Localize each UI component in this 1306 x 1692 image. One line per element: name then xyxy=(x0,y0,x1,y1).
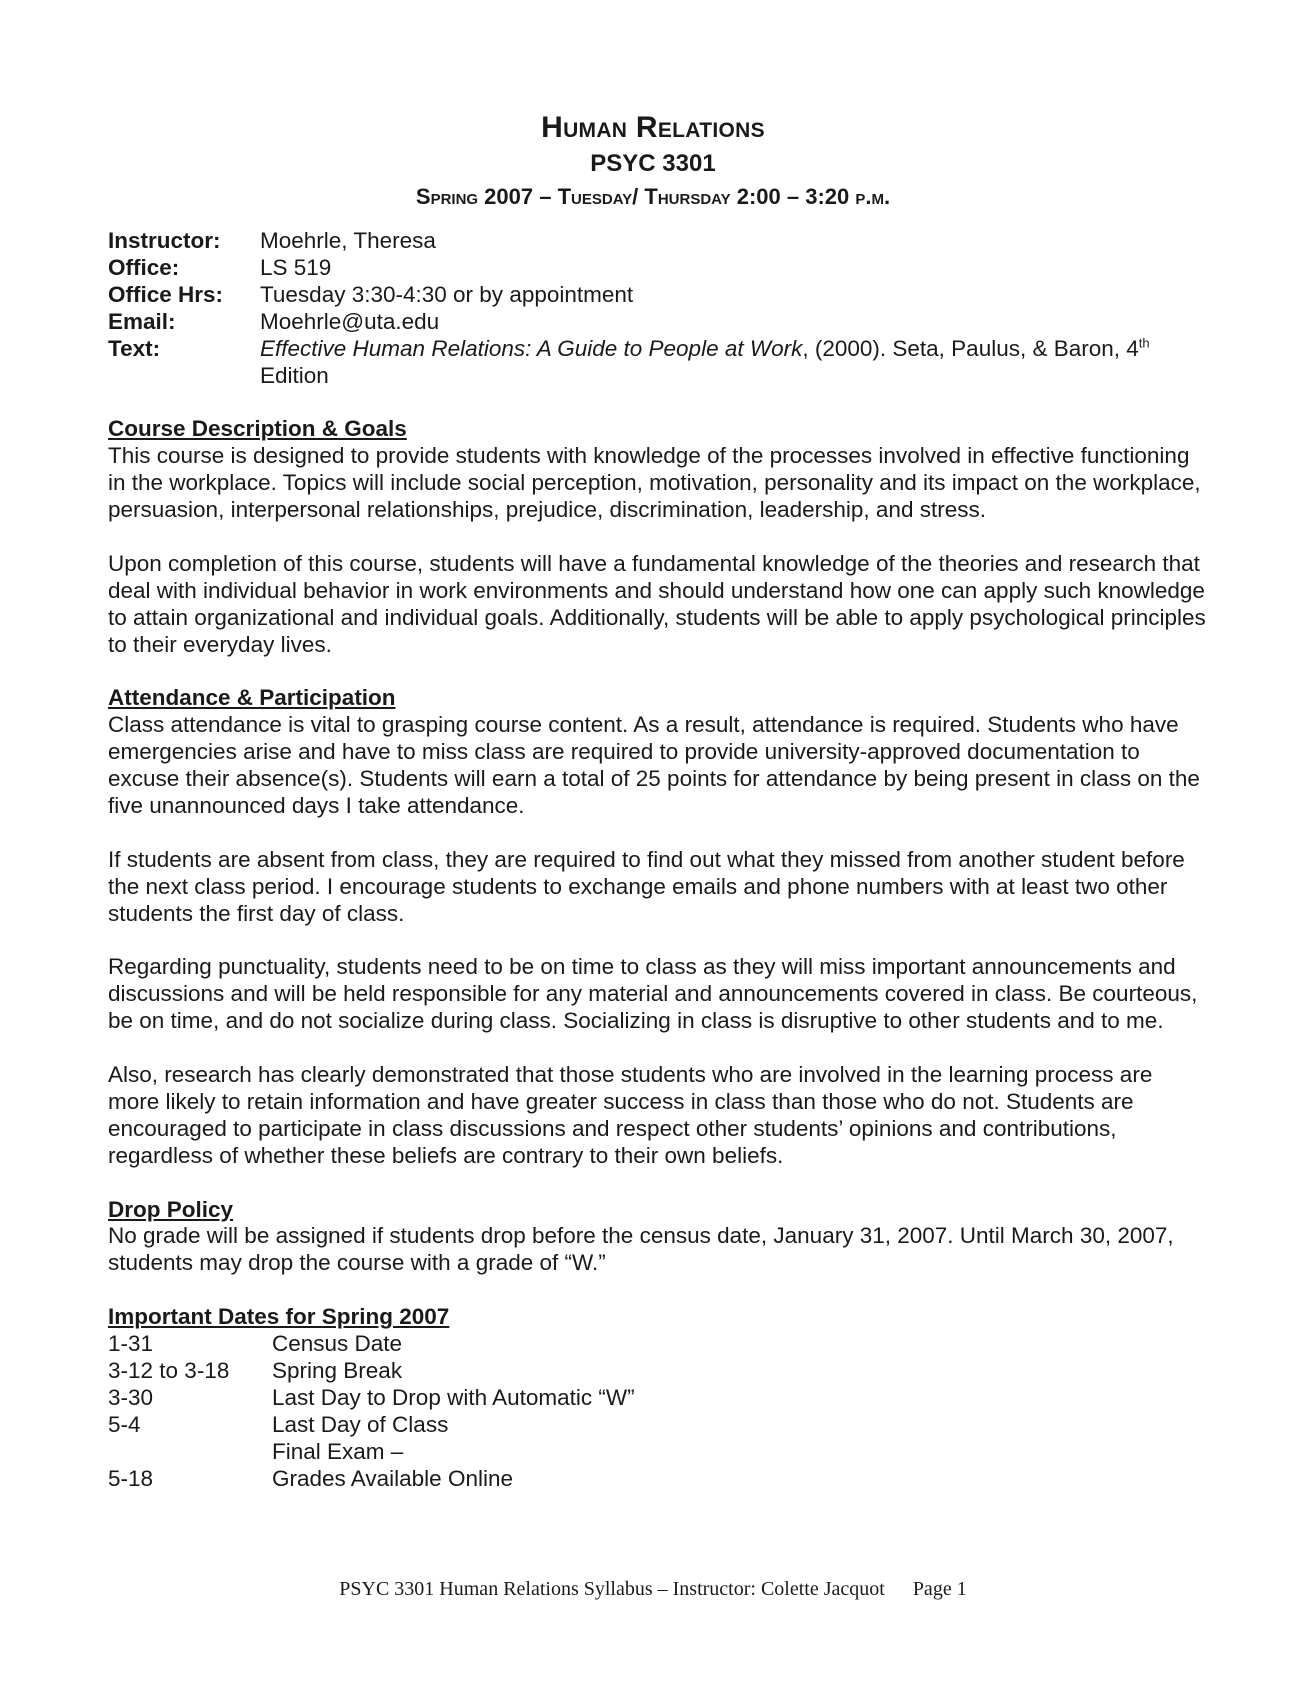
textbook-title: Effective Human Relations: A Guide to People at Work xyxy=(260,335,803,361)
instructor-label: Instructor: xyxy=(108,228,221,253)
course-description-paragraph: This course is designed to provide students with knowledge of the processes involved in effective functioning in the workplace. Topics will include social perception, motivation, personality and its impact on the workplace, persuasion, interpersonal relationships, prejudice, discrimination, leadership, and stress. xyxy=(108,443,1201,523)
date-cell xyxy=(108,1439,272,1466)
important-dates-table xyxy=(108,1331,1208,1492)
page-number: Page 1 xyxy=(912,1578,967,1600)
attendance-heading: Attendance & Participation xyxy=(108,685,396,711)
participation-paragraph: Also, research has clearly demonstrated that those students who are involved in the learning process are more likely to retain information and have greater success in class than those who do not. Students are encouraged to participate in class discussions and respect other students’ opinions and contributions, regardless of whether these beliefs are contrary to their own beliefs. xyxy=(108,1062,1153,1168)
office-hours-value: Tuesday 3:30-4:30 or by appointment xyxy=(260,281,634,307)
absence-paragraph: If students are absent from class, they are required to find out what they missed from another student before the next class period. I encourage students to exchange emails and phone numbers with at least two other students the first day of class. xyxy=(108,846,1185,926)
date-cell: 5-18 xyxy=(108,1465,154,1491)
office-hours-label: Office Hrs: xyxy=(108,281,224,307)
document-title: Human Relations xyxy=(541,111,765,144)
syllabus-content xyxy=(108,228,1208,1492)
event-cell: Grades Available Online xyxy=(272,1465,513,1491)
course-schedule: Spring 2007 – Tuesday/ Thursday 2:00 – 3:20 p.m. xyxy=(415,184,891,209)
title-block xyxy=(0,108,1306,214)
drop-policy-paragraph: No grade will be assigned if students drop before the census date, January 31, 2007. Until March 30, 2007, students may drop the course with a grade of “W.” xyxy=(108,1223,1174,1276)
course-description-heading: Course Description & Goals xyxy=(108,416,407,442)
instructor-info xyxy=(108,228,1208,389)
text-value xyxy=(260,336,1208,390)
footer-text: PSYC 3301 Human Relations Syllabus – Instructor: Colette Jacquot xyxy=(339,1578,885,1600)
office-value: LS 519 xyxy=(260,254,332,280)
textbook-edition: Edition xyxy=(260,362,329,388)
important-dates-heading: Important Dates for Spring 2007 xyxy=(108,1304,450,1330)
attendance-section xyxy=(108,712,1208,1169)
event-cell: Last Day to Drop with Automatic “W” xyxy=(272,1384,635,1410)
punctuality-paragraph: Regarding punctuality, students need to be on time to class as they will miss important announcements and discussions and will be held responsible for any material and announcements covered in class. Be courteous, be on time, and do not socialize during class. Socializing in class is disruptive to other students and to me. xyxy=(108,954,1198,1034)
event-cell: Final Exam – xyxy=(272,1438,404,1464)
event-cell: Last Day of Class xyxy=(272,1411,449,1437)
course-description-section xyxy=(108,443,1208,658)
textbook-citation: , (2000). Seta, Paulus, & Baron, 4 xyxy=(802,335,1139,361)
drop-policy-heading: Drop Policy xyxy=(108,1196,234,1222)
event-cell: Census Date xyxy=(272,1331,403,1357)
event-cell: Spring Break xyxy=(272,1357,403,1383)
date-cell: 5-4 xyxy=(108,1411,141,1437)
date-cell: 3-12 to 3-18 xyxy=(108,1357,230,1383)
instructor-value: Moehrle, Theresa xyxy=(260,228,436,253)
text-label: Text: xyxy=(108,335,161,361)
office-label: Office: xyxy=(108,254,180,280)
date-cell: 3-30 xyxy=(108,1384,154,1410)
course-code: PSYC 3301 xyxy=(590,150,716,177)
edition-superscript: th xyxy=(1138,335,1150,351)
date-cell: 1-31 xyxy=(108,1331,154,1357)
email-value: Moehrle@uta.edu xyxy=(260,308,440,334)
page-footer xyxy=(0,1576,1306,1602)
attendance-paragraph: Class attendance is vital to grasping course content. As a result, attendance is required. Students who have emergencies arise and have to miss class are required to provide university-approved documentation to excuse their absence(s). Students will earn a total of 25 points for attendance by being present in class on the five unannounced days I take attendance. xyxy=(108,712,1200,818)
email-label: Email: xyxy=(108,308,176,334)
course-goals-paragraph: Upon completion of this course, students will have a fundamental knowledge of the theories and research that deal with individual behavior in work environments and should understand how one can apply such knowledge to attain organizational and individual goals. Additionally, students will be able to apply psychological principles to their everyday lives. xyxy=(108,550,1206,657)
